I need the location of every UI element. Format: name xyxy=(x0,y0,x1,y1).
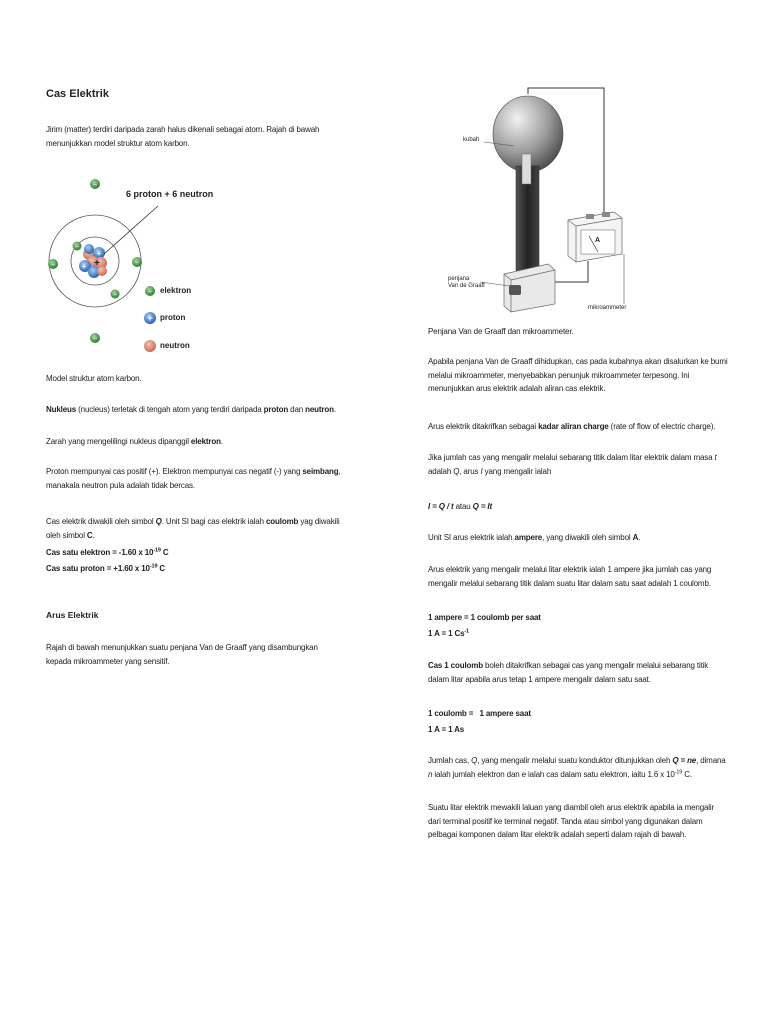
vdg-explanation-paragraph: Apabila penjana Van de Graaff dihidupkan, cas pada kubahnya akan disalurkan ke bumi melalui mikroammeter, menyebabkan penunjuk mikroammeter terpesong. Ini menunjukkan arus elektrik adalah aliran cas elektrik. xyxy=(428,357,728,393)
svg-text:+: + xyxy=(96,249,102,258)
svg-text:−: − xyxy=(74,243,80,251)
carbon-atom-figure xyxy=(46,170,214,360)
dome-label: kubah xyxy=(463,137,480,143)
svg-text:−: − xyxy=(112,291,118,299)
electron-paragraph: Zarah yang mengelilingi nukleus dipanggil elektron. xyxy=(46,437,223,446)
motor xyxy=(509,285,521,295)
legend-proton-label: proton xyxy=(160,313,186,322)
meter-label: mikroammeter xyxy=(588,305,627,311)
current-definition-paragraph: Arus elektrik ditakrifkan sebagai kadar aliran charge (rate of flow of electric charge). xyxy=(428,422,716,431)
meter-symbol: A xyxy=(595,237,601,244)
current-intro-paragraph: Rajah di bawah menunjukkan suatu penjana Van de Graaff yang disambungkan kepada mikroammeter yang sensitif. xyxy=(46,643,318,666)
ampere-definition-1: 1 ampere = 1 coulomb per saat xyxy=(428,613,541,622)
svg-text:−: − xyxy=(92,335,98,343)
nucleus-pointer-line xyxy=(104,206,158,254)
electron-charge-value: Cas satu elektron = -1.60 x $10^{-19}$ C xyxy=(46,547,169,557)
wire-meter-to-base xyxy=(554,261,588,282)
nucleus xyxy=(79,244,107,278)
coulomb-definition-1: 1 coulomb = 1 ampere saat xyxy=(428,709,531,718)
charge-paragraph: Proton mempunyai cas positif (+). Elektron mempunyai cas negatif (-) yang seimbang, manakala neutron pula adalah tidak bercas. xyxy=(46,467,341,490)
van-de-graaff-figure xyxy=(428,86,628,316)
proton-neutron-label: 6 proton + 6 neutron xyxy=(126,189,214,199)
charge-unit-paragraph: Cas elektrik diwakili oleh simbol Q. Unit SI bagi cas elektrik ialah coulomb yag diwakili oleh simbol C. xyxy=(46,517,340,540)
coulomb-definition-paragraph: Cas 1 coulomb boleh ditakrifkan sebagai cas yang mengalir melalui sebarang titik dalam litar apabila arus tetap 1 ampere mengalir dalam satu saat. xyxy=(428,661,709,684)
intro-paragraph: Jirim (matter) terdiri daripada zarah halus dikenali sebagai atom. Rajah di bawah menunjukkan model struktur atom karbon. xyxy=(46,125,320,148)
svg-text:+: + xyxy=(94,258,100,269)
vdg-caption: Penjana Van de Graaff dan mikroammeter. xyxy=(428,327,574,336)
svg-text:−: − xyxy=(134,259,140,267)
generator-label-1: penjana xyxy=(448,276,470,282)
comb-rod xyxy=(522,154,531,184)
nucleus-paragraph: Nukleus (nucleus) terletak di tengah atom yang terdiri daripada proton dan neutron. xyxy=(46,405,336,414)
current-formula-intro: Jika jumlah cas yang mengalir melalui sebarang titik dalam litar elektrik dalam masa t adalah Q, arus I yang mengalir ialah xyxy=(428,453,717,476)
generator-label-2: Van de Graaff xyxy=(448,283,485,289)
svg-text:−: − xyxy=(147,288,153,296)
svg-text:−: − xyxy=(50,261,56,269)
coulomb-definition-2: 1 A = 1 As xyxy=(428,725,465,734)
svg-text:+: + xyxy=(81,262,87,271)
legend-neutron-label: neutron xyxy=(160,341,190,350)
page-title: Cas Elektrik xyxy=(46,88,109,100)
svg-text:+: + xyxy=(147,313,153,323)
ampere-unit-paragraph: Unit SI arus elektrik ialah ampere, yang diwakili oleh simbol A. xyxy=(428,533,641,542)
current-formula: I = Q / t atau Q = It xyxy=(428,502,492,511)
charge-total-paragraph: Jumlah cas, Q, yang mengalir melalui suatu konduktor ditunjukkan oleh Q = ne, dimana n ialah jumlah elektron dan e ialah cas dalam satu elektron, iaitu 1.6 x $10^{-19}$ C. xyxy=(428,756,726,779)
atom-caption: Model struktur atom karbon. xyxy=(46,374,142,383)
ampere-definition-2: 1 A = 1 $Cs^{-1}$ xyxy=(428,628,469,638)
ampere-definition-paragraph: Arus elektrik yang mengalir melalui litar elektrik ialah 1 ampere jika jumlah cas yang mengalir melalui sebarang titik dalam suatu litar dalam satu saat adalah 1 coulomb. xyxy=(428,565,712,588)
circuit-paragraph: Suatu litar elektrik mewakili laluan yang diambil oleh arus elektrik apabila ia mengalir dari terminal positif ke terminal negatif. Tanda atau simbol yang digunakan dalam pelbagai komponen dalam litar elektrik adalah seperti dalam rajah di bawah. xyxy=(428,803,715,839)
legend-electron-label: elektron xyxy=(160,286,192,295)
proton-charge-value: Cas satu proton = +1.60 x $10^{-19}$ C xyxy=(46,563,166,573)
atom-legend xyxy=(144,286,156,352)
current-heading: Arus Elektrik xyxy=(46,610,99,620)
svg-text:−: − xyxy=(92,181,98,189)
